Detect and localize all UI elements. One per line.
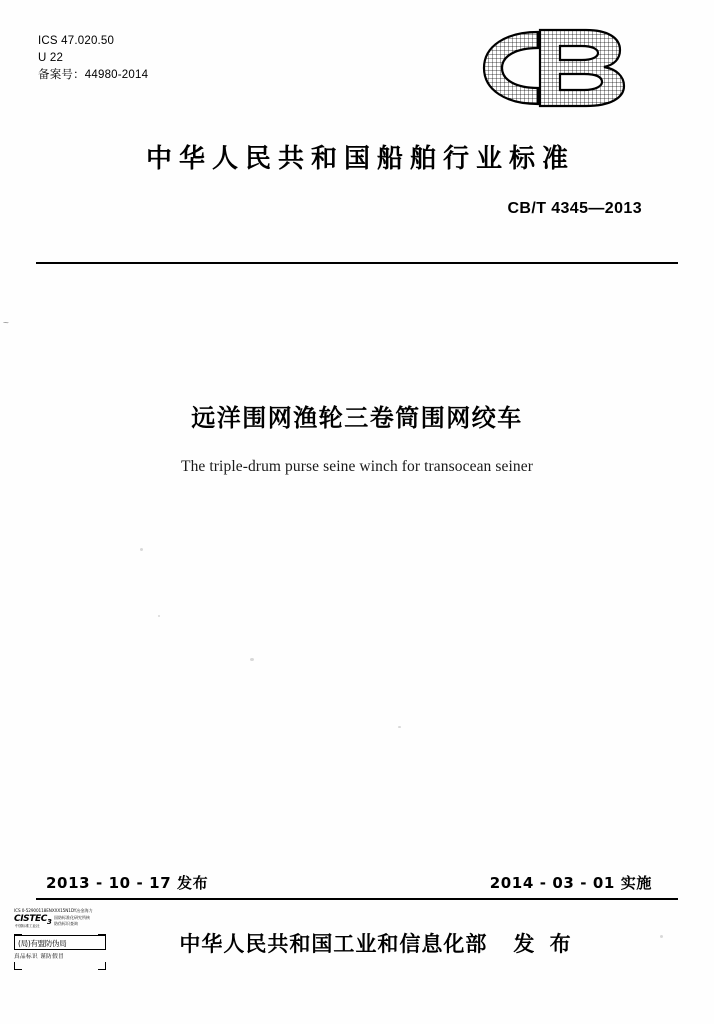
footer-divider xyxy=(36,898,678,900)
label-corner-mark xyxy=(14,934,22,942)
cistec-logo-icon: $CISTEC_3$ xyxy=(14,914,52,926)
anti-counterfeit-logo-area xyxy=(14,913,106,934)
authority-title: 中华人民共和国船舶行业标准 xyxy=(145,144,575,174)
cb-logo-icon xyxy=(476,22,636,114)
anti-counterfeit-box-text: (局)有盟防伪局 xyxy=(18,938,67,948)
implementation-date: 2014 - 03 - 01 实施 xyxy=(489,874,652,892)
issue-date: 2013 - 10 - 17 发布 xyxy=(46,874,209,892)
document-title-cn: 远洋围网渔轮三卷筒围网绞车 xyxy=(191,404,523,432)
document-title-en: The triple-drum purse seine winch for transocean seiner xyxy=(181,458,533,475)
scan-speck xyxy=(250,658,254,661)
record-number: 备案号：44980-2014 xyxy=(38,69,149,81)
anti-counterfeit-label xyxy=(14,908,106,970)
standard-number: CB/T 4345—2013 xyxy=(507,200,642,217)
label-corner-mark xyxy=(14,962,22,970)
scan-speck xyxy=(140,548,143,551)
anti-counterfeit-top-line: ICS 0-52900118ENXXX15N1DY冶金海力 xyxy=(14,908,93,913)
issuer-line xyxy=(0,928,714,961)
label-corner-mark xyxy=(98,962,106,970)
anti-counterfeit-box xyxy=(14,935,106,950)
anti-counterfeit-right-text: 国防标准化研究所核 防伪标识查询 xyxy=(54,915,90,926)
label-corner-mark xyxy=(98,934,106,942)
ics-code: ICS 47.020.50 xyxy=(38,35,115,47)
header-divider xyxy=(36,262,678,264)
header-codes xyxy=(38,33,148,84)
scan-speck xyxy=(398,726,401,728)
anti-counterfeit-bottom-line: 真品标识 谨防假冒 xyxy=(14,954,65,961)
scan-artifact: ~ xyxy=(3,318,9,329)
classification-code: U 22 xyxy=(38,52,64,64)
cistec-logo-subtext: 中国标准工业社 xyxy=(15,924,40,929)
issuer-name: 中华人民共和国工业和信息化部 xyxy=(179,932,488,956)
publish-word: 发 布 xyxy=(513,932,575,956)
scan-speck xyxy=(158,615,160,617)
